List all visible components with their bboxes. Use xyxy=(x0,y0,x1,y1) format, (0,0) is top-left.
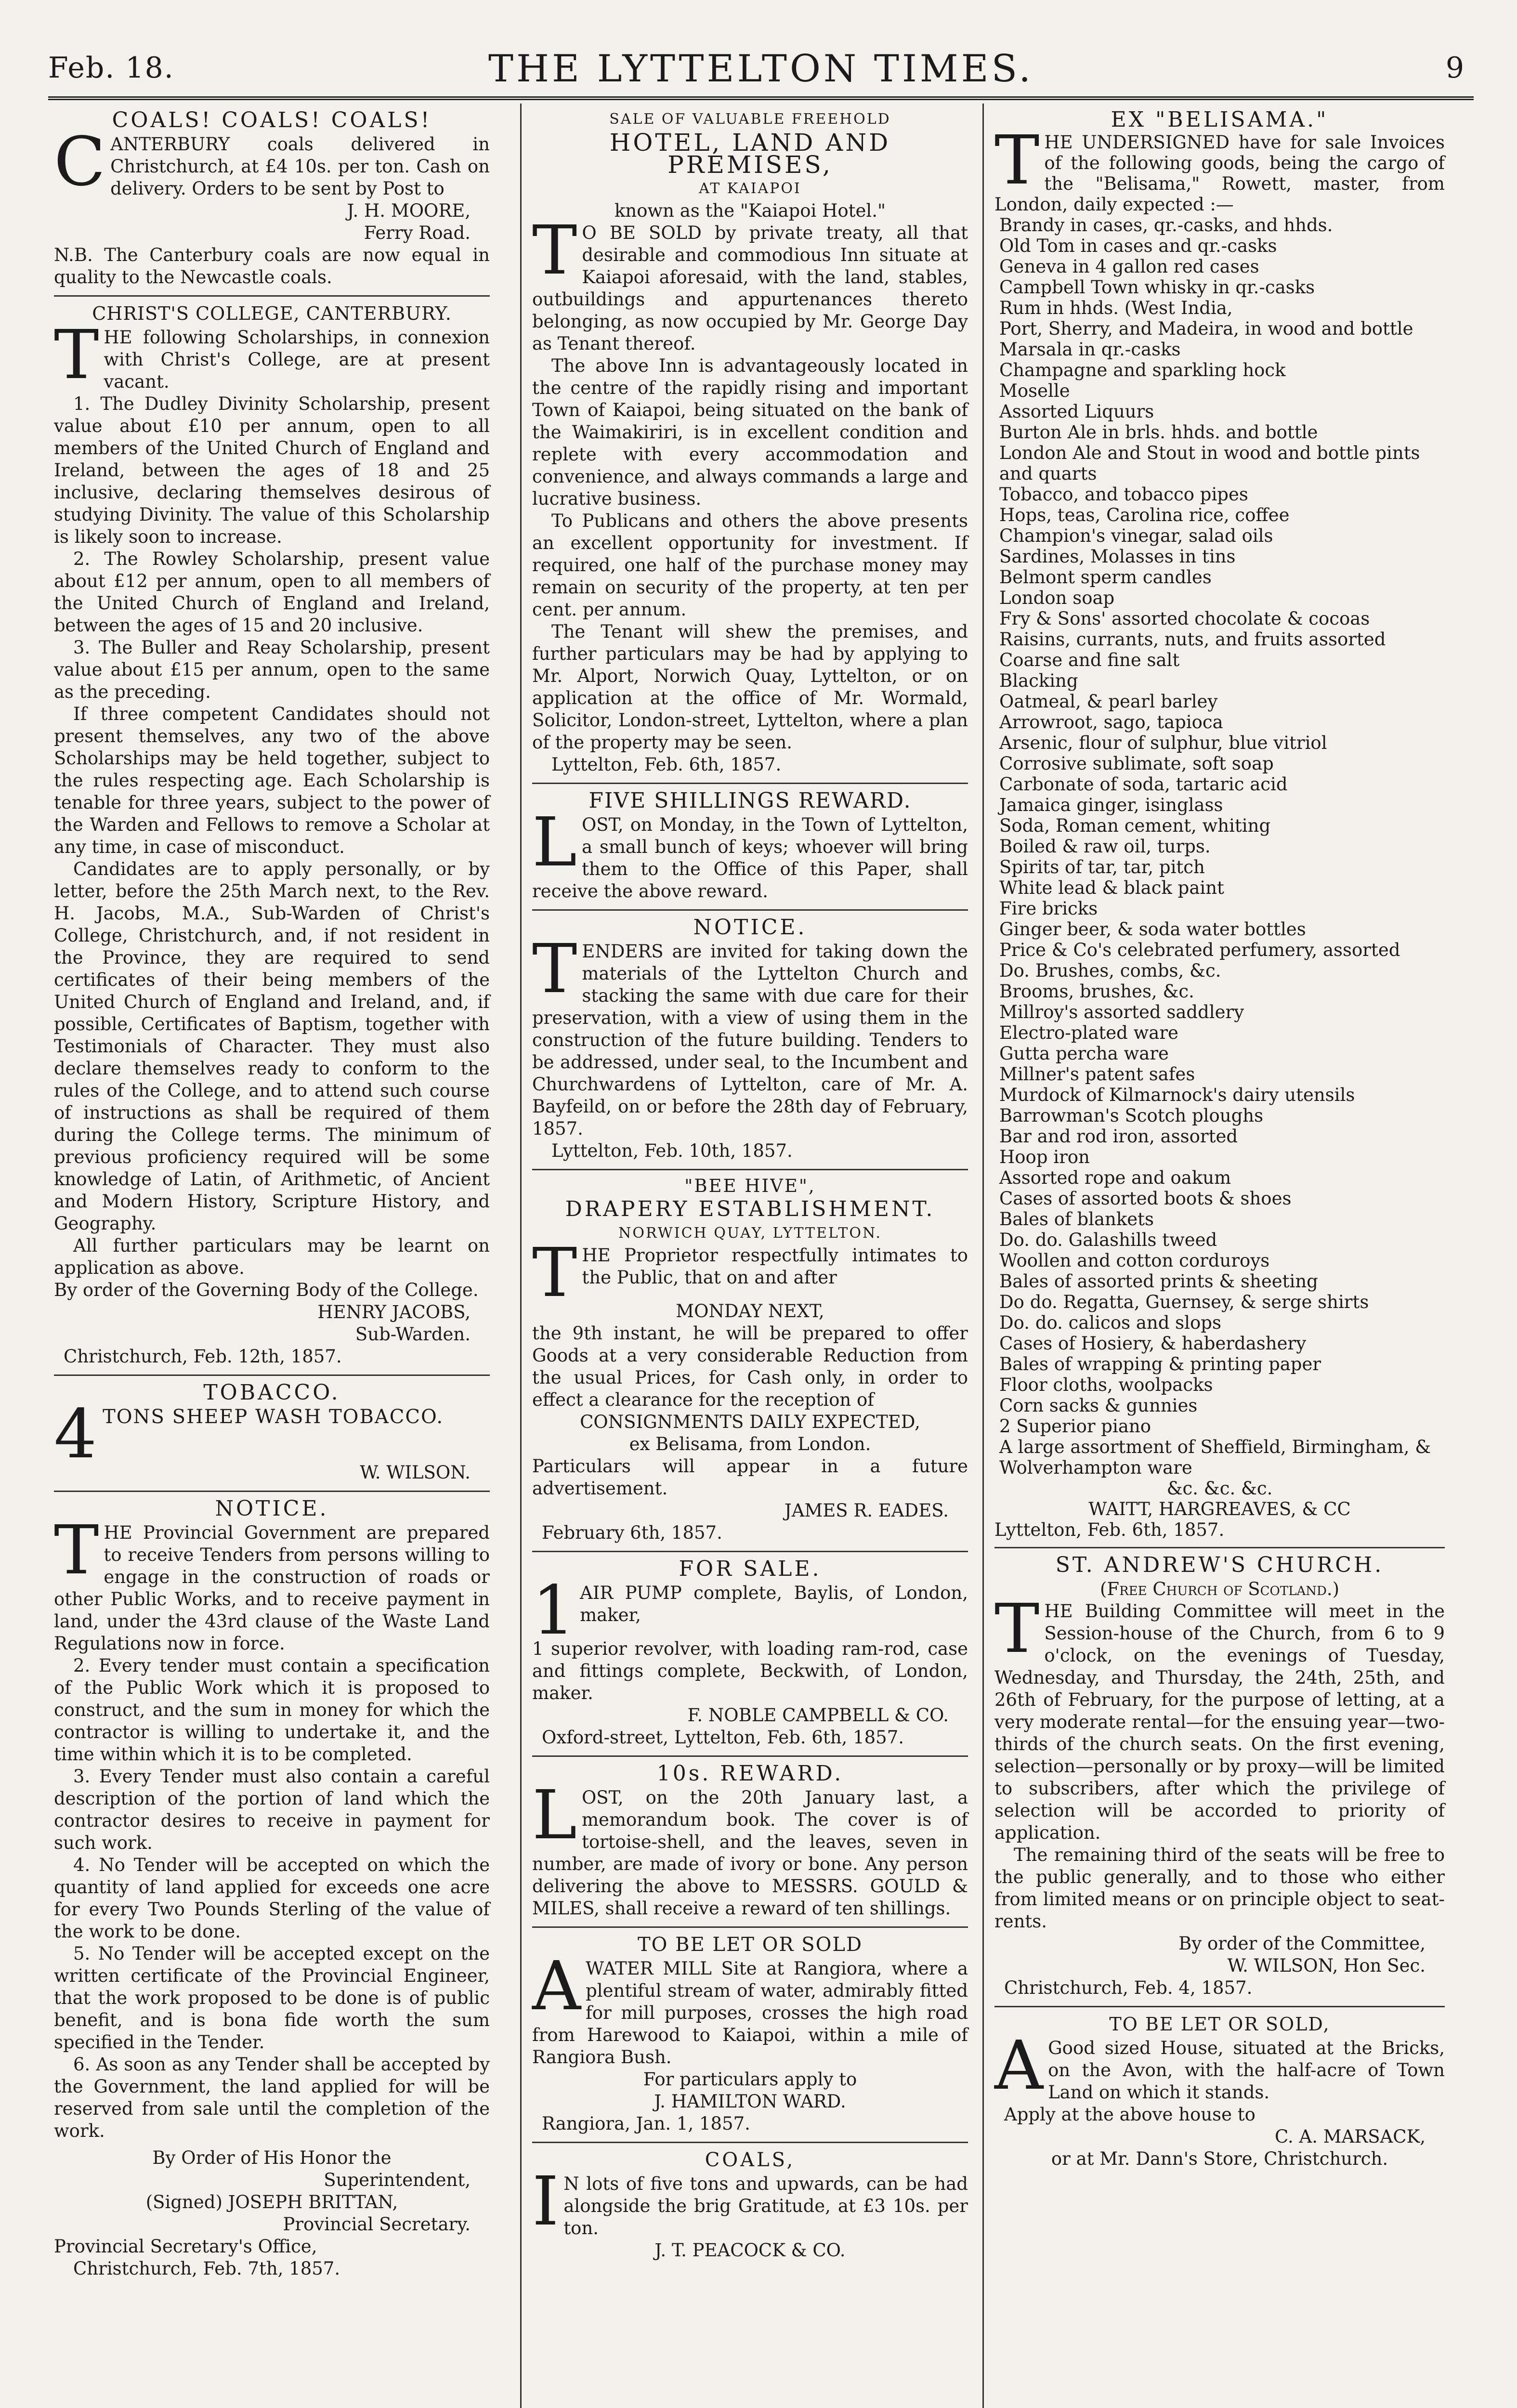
ad-signature: Provincial Secretary. xyxy=(283,2214,471,2235)
cargo-item: Soda, Roman cement, whiting xyxy=(999,815,1271,836)
cargo-item: Hops, teas, Carolina rice, coffee xyxy=(999,505,1290,525)
ad-date: February 6th, 1857. xyxy=(542,1522,722,1543)
ad-signature: Superintendent, xyxy=(324,2170,471,2190)
ad-church-tenders xyxy=(532,911,968,1170)
cargo-item: Arsenic, flour of sulphur, blue vitriol xyxy=(999,733,1327,753)
ad-emphasis: ex Belisama, from London. xyxy=(629,1434,871,1454)
ad-paragraph: 2. The Rowley Scholarship, present value about £12 per annum, open to all members of the United Church of England and Ireland, between the ages of 15 and 20 inclusive. xyxy=(54,549,490,636)
cargo-item: Belmont sperm candles xyxy=(999,567,1212,588)
ad-paragraph: 1 superior revolver, with loading ram-rod, case and fittings complete, Beckwith, of London, maker. xyxy=(532,1638,968,1703)
ad-note: N.B. The Canterbury coals are now equal in quality to the Newcastle coals. xyxy=(54,245,490,288)
cargo-item: Brooms, brushes, &c. xyxy=(999,981,1194,1002)
cargo-item: Fry & Sons' assorted chocolate & cocoas xyxy=(999,608,1370,629)
page-header xyxy=(48,47,1474,95)
ad-signature-title: Sub-Warden. xyxy=(355,1324,471,1345)
column-3 xyxy=(994,104,1445,2177)
ad-coals-peacock xyxy=(532,2143,968,2268)
ad-body: IN lots of five tons and upwards, can be had alongside the brig Gratitude, at £3 10s. per ton. xyxy=(532,2162,968,2241)
cargo-item: Rum in hhds. (West India, xyxy=(999,298,1233,318)
cargo-item: Bales of wrapping & printing paper xyxy=(999,1354,1321,1374)
ad-signature: HENRY JACOBS, xyxy=(317,1302,471,1322)
ad-body: LOST, on Monday, in the Town of Lyttelton, a small bunch of keys; whoever will bring them to the Office of this Paper, shall receive the above reward. xyxy=(532,803,968,902)
newspaper-title: THE LYTTELTON TIMES. xyxy=(488,47,1034,91)
ad-heading: TOBACCO. xyxy=(203,1380,340,1405)
ad-house-let-or-sold xyxy=(994,2007,1445,2177)
cargo-list xyxy=(994,215,1445,1478)
cargo-item: 2 Superior piano xyxy=(999,1416,1151,1437)
ad-hotel-sale xyxy=(532,104,968,784)
ad-heading: FIVE SHILLINGS REWARD. xyxy=(588,788,912,813)
ad-paragraph: The Tenant will shew the premises, and further particulars may be had by applying to Mr. Alport, Norwich Quay, Lyttelton, or on application at the office of Mr. Wormald, Solicitor, London-street, Lyttelton, where a plan of the property may be seen. xyxy=(532,621,968,753)
ad-signature: JAMES R. EADES. xyxy=(784,1500,949,1521)
cargo-item: Coarse and fine salt xyxy=(999,650,1180,670)
ad-paragraph: 6. As soon as any Tender shall be accepted by the Government, the land applied for will be reserved from sale until the completion of the work. xyxy=(54,2054,490,2141)
ad-heading: COALS, xyxy=(705,2149,796,2171)
ad-paragraph: If three competent Candidates should not present themselves, any two of the above Scholarships may be held together, subject to the rules respecting age. Each Scholarship is tenable for three years, subject to the power of the Warden and Fellows to remove a Scholar at any time, in case of misconduct. xyxy=(54,704,490,857)
header-rule xyxy=(48,96,1474,100)
cargo-item: Cases of Hosiery, & haberdashery xyxy=(999,1333,1307,1354)
ad-address: Ferry Road. xyxy=(364,222,471,243)
ad-address: Provincial Secretary's Office, xyxy=(54,2236,317,2257)
cargo-item: Assorted Liquurs xyxy=(999,401,1154,422)
column-1 xyxy=(54,104,490,2287)
cargo-item: A large assortment of Sheffield, Birmingham, & Wolverhampton ware xyxy=(999,1437,1431,1478)
ad-for-sale xyxy=(532,1552,968,1757)
column-rule xyxy=(520,104,522,2408)
ad-paragraph: All further particulars may be learnt on application as above. xyxy=(54,1235,490,1278)
ad-body: TENDERS are invited for taking down the materials of the Lyttelton Church and stacking the same with due care for their preservation, with a view of using them in the construction of the future building. Tenders to be addressed, under seal, to the Incumbent and Churchwardens of Lyttelton, care of Mr. A. Bayfeild, on or before the 28th day of February, 1857. xyxy=(532,930,968,1139)
ad-signature: F. NOBLE CAMPBELL & CO. xyxy=(687,1705,949,1726)
ad-provincial-notice xyxy=(54,1492,490,2287)
ad-paragraph: THE Proprietor respectfully intimates to the Public, that on and after xyxy=(532,1234,968,1312)
cargo-item: Champagne and sparkling hock xyxy=(999,360,1286,380)
ad-etc: &c. &c. &c. xyxy=(1166,1478,1273,1499)
cargo-item: Old Tom in cases and qr.-casks xyxy=(999,236,1277,256)
ad-heading: CHRIST'S COLLEGE, CANTERBURY. xyxy=(92,303,452,324)
ad-body: AWATER MILL Site at Rangiora, where a plentiful stream of water, admirably fitted for mill purposes, crosses the high road from Harewood to Kaiapoi, within a mile of Rangiora Bush. xyxy=(532,1947,968,2068)
cargo-item: Moselle xyxy=(999,380,1070,401)
cargo-item: Murdock of Kilmarnock's dairy utensils xyxy=(999,1085,1355,1105)
column-rule xyxy=(982,104,984,2408)
ad-subheading: known as the "Kaiapoi Hotel." xyxy=(614,200,886,221)
ad-paragraph: THE Provincial Government are prepared to receive Tenders from persons willing to engage in the construction of roads or other Public Works, and to receive payment in land, under the 43rd clause of the Waste Land Regulations now in force. xyxy=(54,1511,490,1654)
ad-signature: J. HAMILTON WARD. xyxy=(654,2091,846,2112)
cargo-item: Arrowroot, sago, tapioca xyxy=(999,712,1223,733)
cargo-item: Carbonate of soda, tartaric acid xyxy=(999,774,1288,795)
ad-subheading: AT KAIAPOI xyxy=(699,180,801,197)
ad-heading: NOTICE. xyxy=(693,915,807,940)
ad-christs-college xyxy=(54,297,490,1376)
ad-paragraph: Candidates are to apply personally, or by letter, before the 25th March next, to the Rev. H. Jacobs, M.A., Sub-Warden of Christ's College, Christchurch, and, if not resident in the Province, they are required to send certificates of their being members of the United Church of England and Ireland, and, if possible, Certificates of Baptism, together with Testimonials of Character. They must also declare themselves ready to conform to the rules of the College, and to attend such course of instructions as shall be required of them during the College terms. The minimum of previous proficiency required will be some knowledge of Latin, of Arithmetic, of Ancient and Modern History, Scripture History, and Geography. xyxy=(54,859,490,1234)
ad-heading: ST. ANDREW'S CHURCH. xyxy=(1055,1553,1384,1577)
cargo-item: Bales of blankets xyxy=(999,1209,1154,1230)
cargo-item: Floor cloths, woolpacks xyxy=(999,1374,1213,1395)
cargo-item: Hoop iron xyxy=(999,1147,1090,1167)
ad-paragraph: To Publicans and others the above presents an excellent opportunity for investment. If required, one half of the purchase money may remain on security of the property, at ten per cent. per annum. xyxy=(532,510,968,620)
cargo-item: London Ale and Stout in wood and bottle pints and quarts xyxy=(999,443,1420,484)
cargo-item: Sardines, Molasses in tins xyxy=(999,546,1236,567)
ad-signature: W. WILSON. xyxy=(360,1462,471,1483)
ad-signature: By Order of His Honor the xyxy=(152,2147,392,2168)
cargo-item: Brandy in cases, qr.-casks, and hhds. xyxy=(999,215,1333,236)
ad-paragraph: 1AIR PUMP complete, Baylis, of London, maker, xyxy=(532,1571,968,1650)
ad-water-mill xyxy=(532,1928,968,2143)
ad-signature: By order of the Committee, xyxy=(1178,1933,1425,1954)
cargo-item: Campbell Town whisky in qr.-casks xyxy=(999,277,1315,298)
ad-five-shillings-reward xyxy=(532,784,968,911)
ad-paragraph: 5. No Tender will be accepted except on the written certificate of the Provincial Engineer, that the work proposed to be done is of public benefit, and is bona fide worth the sum specified in the Tender. xyxy=(54,1943,490,2053)
ad-paragraph: 3. The Buller and Reay Scholarship, present value about £15 per annum, open to the same as the preceding. xyxy=(54,637,490,702)
ad-signature: J. T. PEACOCK & CO. xyxy=(654,2240,846,2261)
cargo-item: Ginger beer, & soda water bottles xyxy=(999,919,1306,940)
cargo-item: Millner's patent safes xyxy=(999,1064,1195,1085)
cargo-item: Bales of assorted prints & sheeting xyxy=(999,1271,1318,1292)
ad-date: Lyttelton, Feb. 6th, 1857. xyxy=(551,754,782,775)
ad-date: Christchurch, Feb. 12th, 1857. xyxy=(64,1346,342,1367)
cargo-item: Millroy's assorted saddlery xyxy=(999,1002,1244,1022)
cargo-item: Do. Brushes, combs, &c. xyxy=(999,960,1221,981)
ad-body: 4TONS SHEEP WASH TOBACCO. xyxy=(54,1395,444,1474)
cargo-item: Boiled & raw oil, turps. xyxy=(999,836,1211,857)
column-2 xyxy=(532,104,968,2268)
ad-coals xyxy=(54,104,490,297)
cargo-item: Fire bricks xyxy=(999,898,1098,919)
cargo-item: Do. do. calicos and slops xyxy=(999,1312,1221,1333)
cargo-item: Do do. Regatta, Guernsey, & serge shirts xyxy=(999,1292,1369,1312)
ad-heading: FOR SALE. xyxy=(679,1557,822,1581)
ad-heading: COALS! COALS! COALS! xyxy=(112,108,432,132)
ad-emphasis: CONSIGNMENTS DAILY EXPECTED, xyxy=(580,1412,920,1432)
ad-signature: W. WILSON, Hon Sec. xyxy=(1227,1955,1425,1976)
cargo-item: Burton Ale in brls. hhds. and bottle xyxy=(999,422,1318,443)
ad-signature: C. A. MARSACK, xyxy=(1274,2126,1425,2147)
cargo-item: Price & Co's celebrated perfumery, assorted xyxy=(999,940,1400,960)
ad-intro: THE UNDERSIGNED have for sale Invoices of the following goods, being the cargo of the "Belisama," Rowett, master, from London, daily expected :— xyxy=(994,121,1445,215)
ad-paragraph: 3. Every Tender must also contain a careful description of the portion of land which the contractor desires to receive in payment for such work. xyxy=(54,1766,490,1853)
ad-heading: EX "BELISAMA." xyxy=(1111,107,1329,132)
ad-tobacco xyxy=(54,1376,490,1492)
ad-signature: (Signed) JOSEPH BRITTAN, xyxy=(145,2192,398,2212)
ad-subheading: "BEE HIVE", xyxy=(684,1176,816,1196)
cargo-item: Raisins, currants, nuts, and fruits assorted xyxy=(999,629,1386,650)
ad-paragraph: The above Inn is advantageously located in the centre of the rapidly rising and important Town of Kaiapoi, being situated on the bank of the Waimakiriri, is in excellent condition and replete with every accommodation and convenience, and always commands a large and lucrative business. xyxy=(532,355,968,509)
ad-address: NORWICH QUAY, LYTTELTON. xyxy=(618,1225,882,1242)
ad-heading: TO BE LET OR SOLD xyxy=(637,1934,863,1956)
cargo-item: White lead & black paint xyxy=(999,877,1224,898)
ad-date: Lyttelton, Feb. 6th, 1857. xyxy=(994,1519,1225,1540)
ad-address: or at Mr. Dann's Store, Christchurch. xyxy=(1051,2148,1388,2169)
cargo-item: Jamaica ginger, isinglass xyxy=(999,795,1223,815)
ad-paragraph: Particulars will appear in a future advertisement. xyxy=(532,1456,968,1499)
ad-heading: 10s. REWARD. xyxy=(656,1761,844,1786)
header-date: Feb. 18. xyxy=(48,51,174,85)
cargo-item: Electro-plated ware xyxy=(999,1022,1178,1043)
ad-paragraph: TO BE SOLD by private treaty, all that desirable and commodious Inn situate at Kaiapoi aforesaid, with the land, stables, outbuildings and appurtenances thereto belonging, as now occupied by Mr. George Day as Tenant thereof. xyxy=(532,211,968,354)
ad-date: Rangiora, Jan. 1, 1857. xyxy=(542,2113,750,2134)
ad-paragraph: THE Building Committee will meet in the Session-house of the Church, from 6 to 9 o'clock, on the evenings of Tuesday, Wednesday, and Thursday, the 24th, 25th, and 26th of February, for the purpose of letting, at a very moderate rental—for the ensuing year—two-thirds of the church seats. On the first evening, selection—personally or by proxy—will be limited to subscribers, after which the privilege of selection will be accorded to priority of application. xyxy=(994,1590,1445,1843)
ad-belisama-cargo xyxy=(994,104,1445,1548)
ad-signature: WAITT, HARGREAVES, & CC xyxy=(1088,1499,1351,1519)
cargo-item: Tobacco, and tobacco pipes xyxy=(999,484,1248,505)
ad-paragraph: 4. No Tender will be accepted on which the quantity of land applied for exceeds one acre for every Two Pounds Sterling of the value of the work to be done. xyxy=(54,1855,490,1942)
cargo-item: Geneva in 4 gallon red cases xyxy=(999,256,1259,277)
cargo-item: Do. do. Galashills tweed xyxy=(999,1230,1217,1250)
ad-heading: NOTICE. xyxy=(215,1496,329,1521)
ad-paragraph: 2. Every tender must contain a specification of the Public Work which it is proposed to construct, and the sum in money for which the contractor is willing to undertake it, and the time within which it is to be completed. xyxy=(54,1655,490,1765)
cargo-item: Spirits of tar, tar, pitch xyxy=(999,857,1205,877)
cargo-item: Oatmeal, & pearl barley xyxy=(999,691,1218,712)
cargo-item: Cases of assorted boots & shoes xyxy=(999,1188,1292,1209)
ad-heading: DRAPERY ESTABLISHMENT. xyxy=(565,1197,935,1221)
ad-signature: J. H. MOORE, xyxy=(347,200,471,221)
ad-ten-shillings-reward xyxy=(532,1757,968,1928)
cargo-item: Blacking xyxy=(999,670,1078,691)
ad-body: CANTERBURY coals delivered in Christchurch, at £4 10s. per ton. Cash on delivery. Orders to be sent by Post to xyxy=(54,123,490,201)
cargo-item: Port, Sherry, and Madeira, in wood and bottle xyxy=(999,318,1413,339)
cargo-item: Barrowman's Scotch ploughs xyxy=(999,1105,1264,1126)
ad-body: LOST, on the 20th January last, a memorandum book. The cover is of tortoise-shell, and the leaves, seven in number, are made of ivory or bone. Any person delivering the above to MESSRS. GOULD & MILES, shall receive a reward of ten shillings. xyxy=(532,1776,968,1919)
cargo-item: Marsala in qr.-casks xyxy=(999,339,1181,360)
page-number: 9 xyxy=(1445,51,1464,85)
ad-subheading: (Free Church of Scotland.) xyxy=(1099,1579,1340,1599)
cargo-item: Corrosive sublimate, soft soap xyxy=(999,753,1274,774)
ad-date: Lyttelton, Feb. 10th, 1857. xyxy=(551,1140,793,1161)
ad-emphasis: MONDAY NEXT, xyxy=(676,1301,824,1322)
ad-date: Christchurch, Feb. 4, 1857. xyxy=(1004,1977,1253,1998)
cargo-item: Bar and rod iron, assorted xyxy=(999,1126,1238,1147)
ad-paragraph: By order of the Governing Body of the College. xyxy=(54,1280,479,1300)
ad-bee-hive xyxy=(532,1170,968,1552)
ad-apply: Apply at the above house to xyxy=(1004,2104,1255,2125)
ad-heading: HOTEL, LAND AND PREMISES, xyxy=(609,129,891,179)
cargo-item: Gutta percha ware xyxy=(999,1043,1169,1064)
ad-heading: TO BE LET OR SOLD, xyxy=(1109,2014,1330,2035)
ad-paragraph: 1. The Dudley Divinity Scholarship, present value about £10 per annum, open to all members of the United Church of England and Ireland, between the ages of 18 and 25 inclusive, declaring themselves desirous of studying Divinity. The value of this Scholarship is likely soon to increase. xyxy=(54,393,490,547)
ad-date: Christchurch, Feb. 7th, 1857. xyxy=(73,2258,340,2279)
ad-paragraph: the 9th instant, he will be prepared to offer Goods at a very considerable Reduction from the usual Prices, for Cash only, in order to effect a clearance for the reception of xyxy=(532,1323,968,1410)
ad-date: Oxford-street, Lyttelton, Feb. 6th, 1857. xyxy=(542,1727,904,1748)
cargo-item: Woollen and cotton corduroys xyxy=(999,1250,1270,1271)
cargo-item: Champion's vinegar, salad oils xyxy=(999,525,1273,546)
cargo-item: Corn sacks & gunnies xyxy=(999,1395,1198,1416)
ad-paragraph: THE following Scholarships, in connexion with Christ's College, are at present vacant. xyxy=(54,316,490,394)
ad-subheading: SALE OF VALUABLE FREEHOLD xyxy=(609,111,891,128)
ad-body: AGood sized House, situated at the Bricks, on the Avon, with the half-acre of Town Land on which it stands. xyxy=(994,2027,1445,2105)
cargo-item: London soap xyxy=(999,588,1115,608)
ad-st-andrews-church xyxy=(994,1548,1445,2007)
ad-apply: For particulars apply to xyxy=(643,2069,857,2090)
cargo-item: Assorted rope and oakum xyxy=(999,1167,1231,1188)
ad-paragraph: The remaining third of the seats will be free to the public generally, and to those who either from limited means or on principle object to seat-rents. xyxy=(994,1845,1445,1932)
